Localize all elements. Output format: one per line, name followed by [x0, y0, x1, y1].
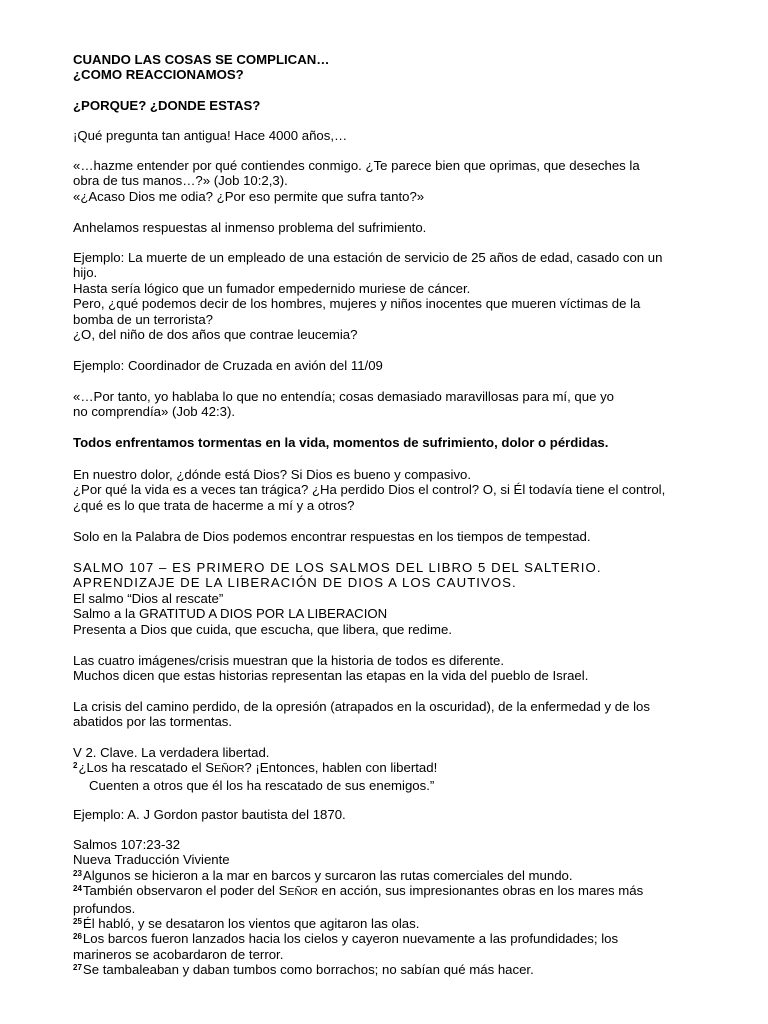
example-2-paragraph: Ejemplo: Coordinador de Cruzada en avión del 11/09 — [73, 358, 383, 373]
example-1-paragraph — [73, 250, 723, 342]
passage-reference: Salmos 107:23-32 — [73, 837, 181, 852]
intro-paragraph: ¡Qué pregunta tan antigua! Hace 4000 años,… — [73, 128, 348, 143]
verse-26-continued: marineros se acobardaron de terror. — [73, 946, 284, 962]
text-line: Ejemplo: La muerte de un empleado de una estación de servicio de 25 años de edad, casado con un — [73, 250, 663, 265]
only-word-paragraph: Solo en la Palabra de Dios podemos encontrar respuestas en los tiempos de tempestad. — [73, 529, 591, 544]
text-line: ¿Por qué la vida es a veces tan trágica? ¿Ha perdido Dios el control? O, si Él todavía tiene el control, — [73, 482, 666, 498]
text-line: «…Por tanto, yo hablaba lo que no entendía; cosas demasiado maravillosas para mí, que yo — [73, 389, 615, 404]
title-line-2: ¿COMO REACCIONAMOS? — [73, 67, 244, 83]
text-line: abatidos por las tormentas. — [73, 714, 233, 730]
text-line: no comprendía» (Job 42:3). — [73, 404, 236, 420]
v2-heading: V 2. Clave. La verdadera libertad. — [73, 745, 270, 760]
v2-block — [73, 745, 723, 793]
text-line: Presenta a Dios que cuida, que escucha, que libera, que redime. — [73, 621, 453, 637]
verse-27: $^{27}$Se tambaleaban y daban tumbos como borrachos; no sabían qué más hacer. — [73, 962, 534, 978]
heading-line: SALMO 107 – ES PRIMERO DE LOS SALMOS DEL LIBRO 5 DEL SALTERIO. — [73, 560, 602, 575]
passage-block — [73, 837, 723, 978]
verse-number: 2 — [73, 761, 78, 771]
text-line: «…hazme entender por qué contiendes conmigo. ¿Te parece bien que oprimas, que deseches la — [73, 158, 640, 173]
title-line-3: ¿PORQUE? ¿DONDE ESTAS? — [73, 98, 261, 113]
verse-number: 24 — [73, 884, 82, 894]
text-line: La crisis del camino perdido, de la opresión (atrapados en la oscuridad), de la enfermedad y de los — [73, 699, 650, 714]
example-3-paragraph: Ejemplo: A. J Gordon pastor bautista del 1870. — [73, 807, 346, 822]
text-line: En nuestro dolor, ¿dónde está Dios? Si Dios es bueno y compasivo. — [73, 467, 472, 482]
job-quote-2-paragraph — [73, 389, 723, 420]
verse-number: 23 — [73, 868, 82, 878]
text-line: obra de tus manos…?» (Job 10:2,3). — [73, 173, 288, 189]
text-line: «¿Acaso Dios me odia? ¿Por eso permite que sufra tanto?» — [73, 188, 425, 204]
questions-paragraph — [73, 467, 723, 513]
crises-paragraph — [73, 699, 723, 730]
text-line: ¿qué es lo que trata de hacerme a mí y a otros? — [73, 497, 355, 513]
verse-number: 26 — [73, 932, 82, 942]
four-images-paragraph — [73, 653, 723, 684]
v2-verse-line-2: Cuenten a otros que él los ha rescatado de sus enemigos.” — [89, 777, 435, 793]
text-line: El salmo “Dios al rescate” — [73, 591, 224, 606]
title-block — [73, 52, 723, 83]
text-line: Salmo a la GRATITUD A DIOS POR LA LIBERACION — [73, 606, 388, 622]
verse-24-continued: profundos. — [73, 900, 136, 916]
verse-number: 25 — [73, 917, 82, 927]
text-line: Muchos dicen que estas historias representan las etapas en la vida del pueblo de Israel. — [73, 668, 589, 684]
title-line-1: CUANDO LAS COSAS SE COMPLICAN… — [73, 52, 330, 67]
text-line: ¿O, del niño de dos años que contrae leucemia? — [73, 327, 358, 343]
verse-26: $^{26}$Los barcos fueron lanzados hacia los cielos y cayeron nuevamente a las profundidades; los — [73, 931, 619, 947]
verse-24: $^{24}$También observaron el poder del SEÑOR en acción, sus impresionantes obras en los mares más — [73, 883, 644, 899]
text-line: hijo. — [73, 265, 98, 281]
job-quote-paragraph — [73, 158, 723, 204]
verse-25: $^{25}$Él habló, y se desataron los vientos que agitaron las olas. — [73, 916, 420, 932]
v2-verse-line-1: $^2$¿Los ha rescatado el SEÑOR? ¡Entonces, hablen con libertad! — [73, 760, 438, 776]
psalm-heading — [73, 560, 723, 591]
storms-bold-paragraph: Todos enfrentamos tormentas en la vida, momentos de sufrimiento, dolor o pérdidas. — [73, 435, 609, 450]
text-line: Pero, ¿qué podemos decir de los hombres, mujeres y niños inocentes que mueren víctimas de la — [73, 296, 641, 312]
text-line: Hasta sería lógico que un fumador empedernido muriese de cáncer. — [73, 280, 471, 296]
heading-line: APRENDIZAJE DE LA LIBERACIÓN DE DIOS A LOS CAUTIVOS. — [73, 575, 517, 591]
longing-paragraph: Anhelamos respuestas al inmenso problema del sufrimiento. — [73, 220, 427, 235]
text-line: Las cuatro imágenes/crisis muestran que la historia de todos es diferente. — [73, 653, 505, 668]
verse-number: 27 — [73, 963, 82, 973]
text-line: bomba de un terrorista? — [73, 311, 214, 327]
verse-23: $^{23}$Algunos se hicieron a la mar en barcos y surcaron las rutas comerciales del mundo. — [73, 867, 573, 883]
passage-version: Nueva Traducción Viviente — [73, 852, 230, 868]
psalm-notes — [73, 591, 723, 637]
